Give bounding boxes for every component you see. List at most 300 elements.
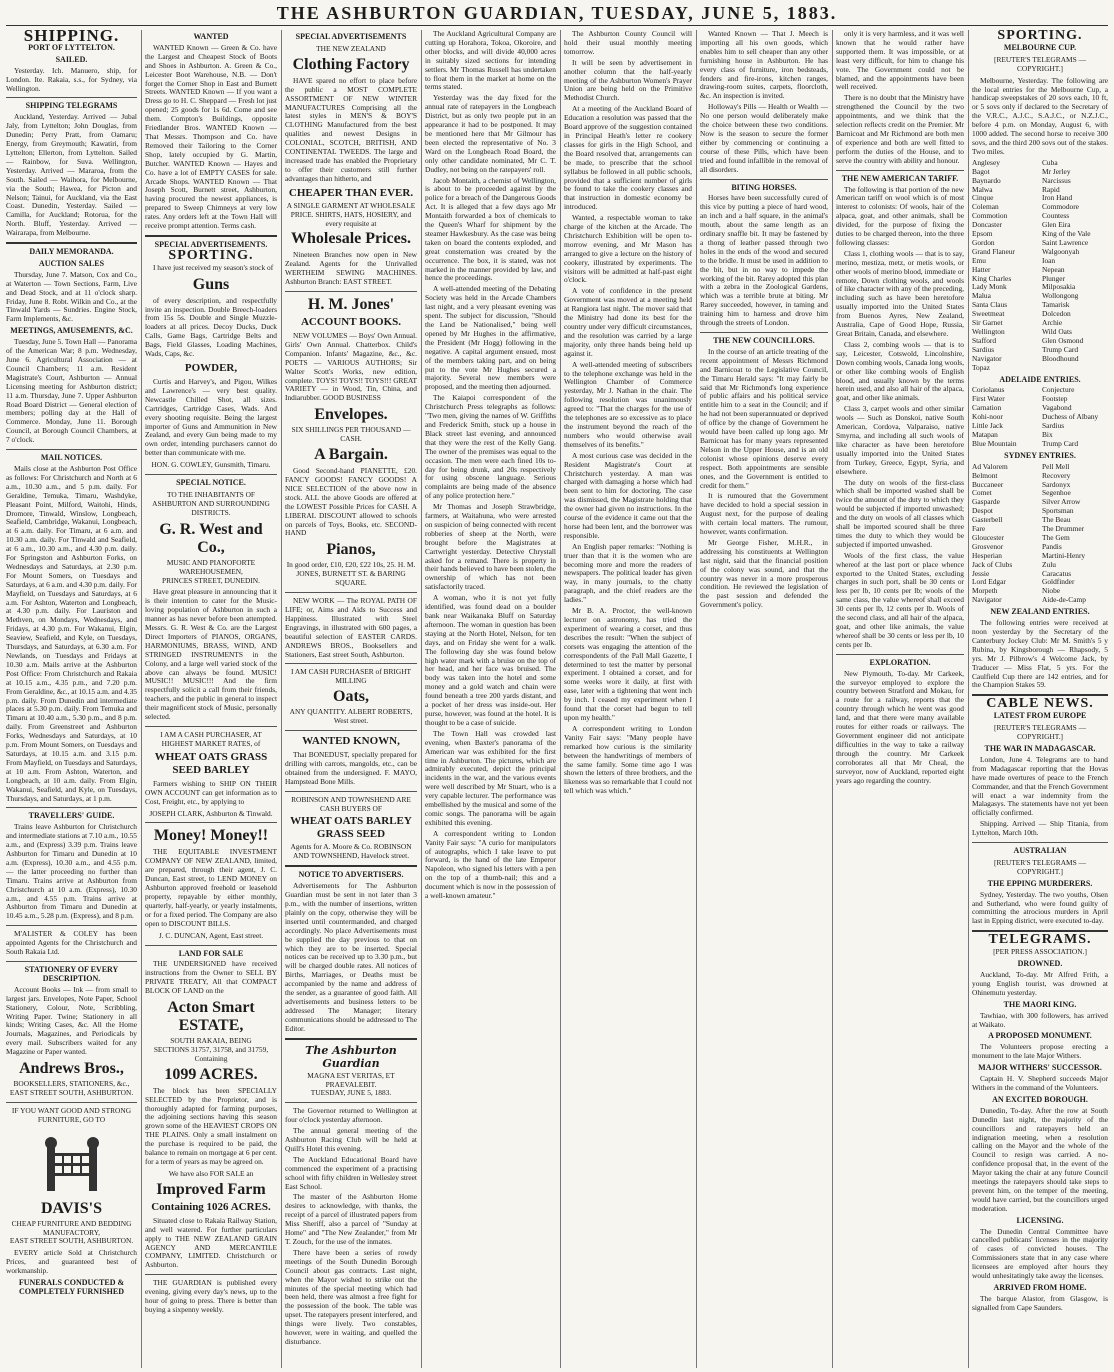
maori-king-text: Tawhiao, with 300 followers, has arrived at Waikato.: [972, 1010, 1108, 1029]
bargain-heading: A Bargain.: [314, 446, 388, 464]
news-paragraph: Holloway's Pills — Health or Wealth — No one person would deliberately make the choice between these two conditions. Now is the season to secure the former either by commencing or continuing a course of these Pills, which have been tried and found infallible in the removal of all disorders.: [700, 102, 828, 174]
newspaper-title: THE ASHBURTON GUARDIAN, TUESDAY, JUNE 5, 1883.: [276, 3, 838, 23]
new-councillors-text: In the course of an article treating of the recent appointment of Messrs Richmond and Barnicoat to the Legislative Council, the Timaru Herald says: "It may fairly be said that Mr Richmond's long experience of public affairs and his political service entitle him to a seat in the Council; and if he had not been superannuated or deprived of office by the change of Government he would have been called up long ago. Mr Barnicoat has for many years represented Nelson in the Upper House, and is an old colonist whose opinions deserve every respect. Both appointments are sensible ones, and the Government is entitled to credit for them.": [700, 346, 828, 490]
entry-name: Jessie: [972, 568, 990, 578]
sporting-heading: SPORTING.: [997, 30, 1083, 43]
advertisers-text: Advertisements for The Ashburton Guardian must be sent in not later than 3 p.m., with the number of insertions, written plainly on the copy, otherwise they will be inserted until countermanded, and charged accordingly. No place Advertisements must be supplied the day previous to that on which they are to be inserted. Special notices can be received up to 3.30 p.m., but will be charged double rates. All notices of Births, Marriages, or Deaths must be accompanied by the name and address of the sender, as a guarantee of good faith. All advertisements and business letters to be addressed The Manager; literary communications should be addressed to The Editor.: [285, 881, 417, 1033]
entry-name: Sportsman: [1042, 506, 1074, 516]
news-paragraph: The Town Hall was crowded last evening, when Baxter's panorama of the American war was exhibited for the first time in Ashburton. The pictures, which are admirably executed, depict the principal incidents in the war, and the various events were well described by Mr Stuart, who is a very capable lecturer. The performance was embellished by the musical and some of the comic songs. The panorama will be again exhibited this evening.: [425, 728, 556, 827]
divider: [6, 807, 137, 808]
auction-heading: AUCTION SALES: [38, 258, 105, 268]
column-5: [564, 30, 692, 1368]
divider: [285, 291, 417, 292]
tariff-class: Wools of the first class, the value whereof at the last port or place whence exported to the United States, excluding charges in such port, shall be 30 cents or less per lb, 10 cents per lb; wools of the same class, the value whereof shall exceed 30 cents per lb, 12 cents per lb. Wools of the second class, and all hair of the alpaca, goat, and other like animals, the value whereof shall be 30 cents or less per lb, 10 cents per lb.: [836, 550, 964, 649]
divider: [145, 726, 277, 727]
news-paragraph: only it is very harmless, and it was well known that he would rather have supported them. It was impossible, or at least very difficult, for him to change his vote. The Government could not be blamed, and the appointments have been well received.: [836, 30, 964, 92]
wholesale-intro: A SINGLE GARMENT AT WHOLESALE PRICE. SHIRTS, HATS, HOSIERY, and every requisite at: [286, 200, 416, 228]
news-paragraph: The Auckland Agricultural Company are cutting up Horahora, Tokoa, Okoroire, and other blocks, and will divide 40,000 acres in suitably sized sections for intending settlers. Mr Thomas Russell has undertaken to float them in the market at home on the terms stated.: [425, 30, 556, 92]
entry-name: Emu: [972, 255, 986, 265]
guns-heading: Guns: [192, 275, 230, 293]
column-rule: [141, 30, 142, 1368]
west-sub: MUSIC AND PIANOFORTE WAREHOUSEMEN,: [166, 557, 256, 576]
entry-name: Sardonyx: [1042, 479, 1071, 489]
telegrams-heading: TELEGRAMS.: [988, 932, 1092, 948]
licensing-text: The Dunedin Central Committee have cancelled publicans' licenses in the majority of cases of convicted houses. The Commissioners state that in any case where licensees are employed after hours they would unhesitatingly take away the licenses.: [972, 1226, 1108, 1281]
entry-name: Comet: [972, 488, 992, 498]
divider: [6, 242, 137, 244]
entry-name: Glen Osmond: [1042, 335, 1084, 345]
adelaide-entries: [972, 386, 1108, 448]
column-4: [425, 30, 556, 1368]
improved-farm-acres: Containing 1026 ACRES.: [151, 1200, 271, 1213]
oats-signature: ANY QUANTITY. ALBERT ROBERTS, West street.: [289, 707, 413, 726]
sporting-ad-text-2: of every description, and respectfully invite an inspection. Double Breech-loaders from 15s 5s. Double and Single Muzzle-loaders at all prices. Decoy Ducks, Duck Calls, Game Bags, Cartridge Belts and Bags, Field Glasses, Loading Machines, Wads, Caps, &c.: [145, 295, 277, 359]
pianos-heading: Pianos,: [326, 541, 376, 559]
entry-name: Caracatus: [1042, 568, 1072, 578]
jones-sub: ACCOUNT BOOKS.: [300, 316, 402, 329]
sydney-entries: [972, 463, 1108, 606]
news-paragraph: A correspondent writing to London Vanity Fair says: "Many people have remarked how curious is the similarity between the handwritings of members of the same family. Some time ago I was shown the letters of three brothers, and the likeness was so remarkable that I could not tell which was which.": [564, 723, 692, 796]
entry-name: Archie: [1042, 318, 1063, 328]
bed-illustration: [37, 1125, 107, 1195]
borough-text: Dunedin, To-day. After the row at South Dunedin last night, the majority of the councillors and ratepayers held an indignation meeting, when a resolution calling on the Mayor and the whole of the Council to resign was carried. A no-confidence proposal that, in the event of the Mayor taking the chair at any future Council meetings the ratepayers should take steps to prevent him, on the temper of the meeting, would have carried, but the councillors urged moderation.: [972, 1105, 1108, 1213]
special-ads-heading: SPECIAL ADVERTISEMENTS.: [154, 239, 268, 249]
cash-purchaser-items: WHEAT OATS GRASS SEED BARLEY: [154, 750, 268, 776]
news-paragraph: Wanted, a respectable woman to take charge of the kitchen at the Arcade. The Christchurch Exhibition will be open to-morrow evening, and Mr Mason has arranged to give a lecture on the history of cookery, illustrated by experiments. The visitors will be admitted at half-past eight o'clock.: [564, 213, 692, 285]
entry-name: Trump Card: [1042, 438, 1079, 448]
entry-name: Grosvenor: [972, 541, 1004, 551]
land-sale-text: THE UNDERSIGNED have received instructions from the Owner to SELL BY PRIVATE TREATY, All that COMPACT BLOCK OF LAND on the: [145, 959, 277, 996]
wholesale-heading: Wholesale Prices.: [291, 230, 411, 248]
news-paragraph: At a meeting of the Auckland Board of Education a resolution was passed that the Board approve of the suggestion contained in Principal Heath's letter re cookery classes for girls in the High School, and the Board resolved that, arrangements can be made, to prescribe that the school syllabus be followed in all public schools, provided that a sufficient number of girls be found to take the cookery classes and that instruction in domestic economy be introduced.: [564, 104, 692, 212]
entry-name: Sardius: [1042, 421, 1065, 431]
news-paragraph: An English paper remarks: "Nothing is truer than that it is the women who are becoming more and more the readers of newspapers. The political leader has given way, in many journals, to the chatty paragraph, and the chief readers are the ladies.": [564, 541, 692, 605]
entry-name: Dolcedon: [1042, 309, 1071, 319]
envelopes-heading: Envelopes.: [314, 406, 388, 424]
divider: [285, 592, 417, 593]
entry-name: Gordon: [972, 237, 995, 247]
leader-paragraph: The Governor returned to Wellington at four o'clock yesterday afternoon.: [285, 1106, 417, 1125]
news-paragraph: A most curious case was decided in the Resident Magistrate's Court at Christchurch yesterday. A man was charged with damaging a horse which had been sent to him for doctoring. The case was dismissed, the Magistrate holding that the owner had given no instructions. In the course of the evidence it came out that the horse had been lent, and the borrower was responsible.: [564, 450, 692, 540]
entry-name: Wollongong: [1042, 291, 1079, 301]
entry-name: Lady Monk: [972, 282, 1007, 292]
sporting-ad-heading: SPORTING.: [168, 247, 254, 263]
entry-name: Doncaster: [972, 220, 1002, 230]
nz-heading: THE NEW ZEALAND: [316, 43, 386, 53]
press-credit: [PER PRESS ASSOCIATION.]: [993, 947, 1087, 957]
jones-text: NEW VOLUMES — Boys' Own Annual. Girls' Own Annual. Chatterbox. Child's Companion. Infants' Magazine, &c., &c. POETS — VARIOUS AUTHORS; Sir Walter Scott's Works, new edition, complete. TOYS! TOYS!! TOYS!!! GREAT VARIETY — in Wood, Tin, China, and Indiarubber. GOOD BUSINESS: [285, 331, 417, 403]
news-paragraph: Mr Thomas and Joseph Strawbridge, farmers, at Waitahuna, who were arrested on suspicion of being connected with recent robberies of sheep at the North, were brought before the Magistrates at Cartwright yesterday. Detective Chrystall asked for a remand. There is property in their hands believed to have been stolen, the ownership of which has not been satisfactorily traced.: [425, 502, 556, 592]
entry-name: Iron Hand: [1042, 193, 1073, 203]
column-7: [836, 30, 964, 1368]
special-notice-heading: SPECIAL NOTICE.: [176, 478, 246, 488]
withers-heading: MAJOR WITHERS' SUCCESSOR.: [978, 1063, 1102, 1073]
entry-name: Pandis: [1042, 541, 1062, 551]
wanted-text: WANTED Known — Green & Co. have the Largest and Cheapest Stock of Boots and Shoes in Ashburton. A. Green & Co., Leicester Boot Warehouse, N.B. — Don't forget the Corner Shop in East and Burnett Streets. WANTED Known — If you want a Dress go to H. C. Sheppard — Fresh lot just opened; 25 goods for 1s 6d. Come and see them. Compton's Buildings, opposite Friedlander Bros. WANTED Known — That Messrs. Thompson and Co. have Removed their Tailoring to the Corner Shop, lately occupied by G. Martin, Butcher. WANTED Known — Hayes and Co. have a lot of EMPTY CASES for sale. Arcade Shops. WANTED Known — That Joseph Scott, Burnett street, Ashburton, having procured the newest appliances, is prepared to Sweep Chimneys at very low rates. Any orders left at the Town Hall will receive prompt attention. Terms cash.: [145, 42, 277, 231]
farm-text: Situated close to Rakaia Railway Station, and well watered. For further particulars apply to THE NEW ZEALAND GRAIN AGENCY AND MERCANTILE COMPANY, LIMITED. Christchurch or Ashburton.: [145, 1215, 277, 1270]
entry-name: Despot: [972, 506, 993, 516]
column-1: [6, 30, 137, 1368]
entry-name: Coleman: [972, 202, 999, 212]
entry-name: Bagot: [972, 166, 990, 176]
cash-purchaser-signature: JOSEPH CLARK, Ashburton & Tinwald.: [149, 808, 273, 818]
shipping-text: Shipping. Arrived — Ship Titania, from Lyttelton, March 10th.: [972, 819, 1108, 838]
robinson-items: WHEAT OATS BARLEY GRASS SEED: [290, 815, 412, 841]
entry-name: Segenhoe: [1042, 488, 1071, 498]
leader-paragraph: The annual general meeting of the Ashburton Racing Club will be held at Quill's Hotel this evening.: [285, 1126, 417, 1153]
entry-name: Niobe: [1042, 586, 1061, 596]
entry-name: Aide-de-Camp: [1042, 595, 1086, 605]
entry-name: Navigator: [972, 353, 1002, 363]
entry-name: Belmont: [972, 470, 998, 480]
entry-name: Topaz: [972, 362, 990, 372]
column-rule: [560, 30, 561, 1368]
drowned-text: Auckland, To-day. Mr Alfred Frith, a young English tourist, was drowned at Ohinemutu yesterday.: [972, 970, 1108, 997]
column-rule: [696, 30, 697, 1368]
borough-heading: AN EXCITED BOROUGH.: [992, 1094, 1088, 1104]
biting-horses-heading: BITING HORSES.: [731, 182, 797, 192]
column-rule: [832, 30, 833, 1368]
sailed-heading: SAILED.: [55, 54, 88, 64]
column-2: [145, 30, 277, 1368]
news-paragraph: A well-attended meeting of the Debating Society was held in the Arcade Chambers last night, and a very pleasant evening was spent. The subject for discussion, "Should the Land be Nationalised," being well opened by Mr Hughes in the affirmative, the President (Mr Hogg) following in the negative. A capital argument ensued, most of the members taking part, and on being put to the vote Mr Hughes secured a majority. Several new members were proposed, and the meeting then adjourned.: [425, 284, 556, 392]
news-paragraph: Mr George Fisher, M.H.R., in addressing his constituents at Wellington last night, said that the financial position of the colony was sound, and that the country was never in a more prosperous condition. He reviewed the legislation of the past session and defended the Government's policy.: [700, 537, 828, 610]
divider: [145, 235, 277, 237]
entry-name: Anglesey: [972, 157, 1000, 167]
column-3: [285, 30, 417, 1368]
entry-name: Matapan: [972, 429, 998, 439]
money-text: THE EQUITABLE INVESTMENT COMPANY OF NEW ZEALAND, limited, are prepared, through their agent, J. C. Duncan, East street, to LEND MONEY on Ashburton approved freehold or leasehold property, repayable by either monthly, quarterly, half-yearly, or yearly instalments, or for a fixed period. The Company are also open to DISCOUNT BILLS.: [145, 847, 277, 928]
entry-name: The Beau: [1042, 515, 1071, 525]
madagascar-heading: THE WAR IN MADAGASCAR.: [984, 743, 1096, 753]
entry-name: Narcissus: [1042, 175, 1071, 185]
divider: [836, 170, 964, 171]
leader-paragraph: There have been a series of rowdy meetings of the South Dunedin Borough Council about gas contracts. Last night, when the Mayor wished to strike out the minutes of the special meeting which had been held, there was almost a free fight for the possession of the book. The table was upset. The ratepayers present interfered, and things were lively. Two constables, however, were in waiting, and quelled the disturbance.: [285, 1247, 417, 1346]
news-paragraph: There is no doubt that the Ministry have strengthened the Council by the two appointments, and we think that the selection reflects credit on the Premier. Mr Barnicoat and Mr Richmond are both men of experience and both are well fitted to perform the duties of the House, and to serve the country with ability and honour.: [836, 93, 964, 165]
meetings-text: Tuesday, June 5. Town Hall — Panorama of the American War; 8 p.m. Wednesday, June 6. Agricultural Association — at Council Chambers; 11 a.m. Resident Magistrate's Court, Ashburton — Annual Licensing meeting for Ashburton district; 11 a.m. Thursday, June 7. Upper Ashburton Road Board District — General election of members; polling day at the Hall of Commerce. Monday, June 11. Borough Council, at Borough Council Chambers, at 7 o'clock.: [6, 337, 137, 445]
envelopes-text: SIX SHILLINGS PER THOUSAND — CASH.: [291, 425, 411, 444]
advertisers-heading: NOTICE TO ADVERTISERS.: [298, 870, 404, 880]
entry-name: Goldfinder: [1042, 577, 1075, 587]
entry-name: Recovery: [1042, 470, 1071, 480]
mail-text: Mails close at the Ashburton Post Office as follows: For Christchurch and North at 6 a.m., 10.30 a.m., and 5 p.m. daily. For Geraldine, Temuka, Timaru, Washdyke, Pleasant Point, Milford, Waitohi, Hinds, Dromore, Tinwald, Winslow, Longbeach, Seafield, Cambridge, Wakanui, Longbeach, at 6 a.m. daily. For Timaru, at 6 a.m. and 10.30 a.m. daily. For Tinwald and Seafield, at 6 a.m., 10.30 a.m., and 4.30 p.m. daily. For Springston and Ashburton Forks, on Wednesdays and Saturdays, at 2.30 p.m. For Mount Somers, on Tuesdays and Saturdays, at 6 a.m. and 4.30 p.m. daily. For Mayfield, on Tuesdays and Saturdays, at 6 a.m. For Ashton, Waterton and Longbeach, at 4.30 p.m. daily. For Lauriston and Methven, on Mondays, Wednesdays, and Fridays, at 4.30 p.m. For Wakanui, Elgin, Seaview, Seafield, and Kyle, on Tuesdays, Thursdays, and Saturdays, at 6.30 a.m. For Newlands, on Tuesdays and Fridays at 10.30 a.m. Mails arrive at the Ashburton Post Office: From Christchurch and Rakaia at 10.15 a.m., 4.35 p.m., and 7.20 p.m. From Geraldine, &c., at 10.15 a.m. and 4.35 p.m. daily. From Dunedin and intermediate places at 5.30 p.m. daily. From Temuka and Timaru at 10.40 a.m., 5.30 p.m., and 8 p.m. daily. From Greenstreet and Ashburton Forks, Wednesdays and Saturdays, at 10 p.m. From Mount Somers, on Tuesdays and Saturdays, at 10.15 a.m. and 3.15 p.m. From Mayfield, on Tuesdays and Saturdays, at 10 a.m. From Ashton, Waterton, and Longbeach, at 10 a.m. daily. From Elgin, Wakanui, Seafield, and Kyle, on Tuesdays, Thursdays, and Saturdays, at 1 p.m.: [6, 463, 137, 803]
entry-name: Stafford: [972, 335, 997, 345]
andrews-name: Andrews Bros.,: [19, 1060, 124, 1078]
shipping-heading: SHIPPING.: [23, 30, 120, 45]
news-paragraph: Jacob Montaith, a chemist of Wellington, is about to be proceeded against by the police for a breach of the Dangerous Goods Act. It is alleged that a few days ago Mr Montaith forwarded a box of chemicals to the Queen's Wharf for shipment by the steamer Hawkesbury. As the case was being taken on board the contents exploded, and great consternation was created by the occurrence. The box, it is stated, was not marked in the manner provided by law, and hence the proceedings.: [425, 175, 556, 283]
davis-text: EVERY article Sold at Christchurch Prices, and guaranteed best of workmanship.: [6, 1248, 137, 1276]
entry-name: Wellington: [972, 327, 1005, 336]
entries-list: [972, 159, 1038, 373]
exploration-heading: EXPLORATION.: [869, 657, 931, 667]
australian-heading: AUSTRALIAN: [1013, 846, 1067, 856]
acton-sub: SOUTH RAKAIA, BEING: [170, 1036, 252, 1046]
entry-name: Gasterbell: [972, 515, 1003, 525]
divider: [145, 822, 277, 823]
entry-name: Grand Flaneur: [972, 246, 1015, 256]
entry-name: Sweetmeat: [972, 309, 1005, 319]
divider: [6, 1102, 137, 1103]
entry-name: Navigator: [972, 595, 1002, 605]
entry-name: Pell Mell: [1042, 461, 1070, 471]
jones-heading: H. M. Jones': [307, 296, 395, 314]
entry-name: Malua: [972, 291, 991, 301]
travellers-text: Trains leave Ashburton for Christchurch and intermediate stations at 7.10 a.m., 10.55 a.m., and (Express) 3.39 p.m. Trains leave Ashburton for Timaru and Dunedin at 10 a.m. (Express), 10.30 a.m., and 4.55 p.m. — the latter proceeding no further than Timaru. Trains arrive at Ashburton from Christchurch at 10 a.m. (Express), 10.30 a.m., and 4.55 p.m. Trains arrive at Ashburton from Timaru and Dunedin at 10.45 a.m., 5.28 p.m. (Express), and 8 p.m.: [6, 822, 137, 921]
davis-sub: CHEAP FURNITURE AND BEDDING MANUFACTORY,: [11, 1218, 132, 1237]
divider: [6, 97, 137, 98]
entry-name: Baynardo: [972, 175, 1001, 185]
improved-farm-heading: Improved Farm: [156, 1180, 266, 1198]
wertheim-text: Nineteen Branches now open in New Zealand. Agents for the Unrivalled WERTHEIM SEWING MACHINES. Ashburton Branch: EAST STREET.: [285, 250, 417, 287]
divider: [6, 961, 137, 962]
entry-name: Epsom: [972, 229, 993, 239]
new-work-notice: NEW WORK — The ROYAL PATH OF LIFE; or, Aims and Aids to Success and Happiness. Illustrated with Steel Engravings, in illustrated with 600 pages, a beautiful selection of EASTER CARDS. ANDREWS BROS., Booksellers and Stationers, East street South, Ashburton.: [285, 596, 417, 659]
madagascar-text: London, June 4. Telegrams are to hand from Madagascar reporting that the Hovas have made overtures of peace to the French Commander, and that the French Government will enact a war indemnity from the Malagasys. The statements have not yet been officially confirmed.: [972, 754, 1108, 818]
news-paragraph: A vote of confidence in the present Government was moved at a meeting held at Rangiora last night. The mover said that the Ministry had done its best for the country under very difficult circumstances, and the resolution was carried by a large majority, only three hands being held up against it.: [564, 286, 692, 358]
news-paragraph: Wanted Known — That J. Meech is importing all his own goods, which enables him to sell cheaper than any other furnishing house in Ashburton. He has every class of furniture, iron bedsteads, fenders and fire-irons, kitchen ranges, drawing-room suites, carpets, floorcloth, &c. An inspection is invited.: [700, 30, 828, 101]
stationery-text: Account Books — Ink — from small to largest jars. Envelopes, Note Paper, School Stationery, Colour, Note, Scribbling, Writing Paper. Twine; Stationery in all kinds; Writing Cases, &c. All the Home Journals, Magazines, and Periodicals by every mail. Subscribers waited for any Magazine or Paper wanted.: [6, 984, 137, 1057]
sydney-heading: SYDNEY ENTRIES.: [1004, 450, 1076, 460]
entries-table: [972, 159, 1108, 373]
divider: [145, 1274, 277, 1275]
entry-name: Milposakia: [1042, 282, 1076, 292]
paper-motto: MAGNA EST VERITAS, ET PRAEVALEBIT.: [307, 1070, 395, 1089]
entry-name: Commotion: [972, 211, 1008, 221]
cheaper-heading: CHEAPER THAN EVER.: [288, 186, 414, 199]
column-rule: [968, 30, 969, 1368]
special-ads-heading-2: SPECIAL ADVERTISEMENTS: [295, 32, 407, 41]
entry-name: Silver Arrow: [1042, 497, 1081, 507]
news-paragraph: A well-attended meeting of subscribers to the telephone exchange was held in the Wellington Chamber of Commerce yesterday, Mr J. Nathan in the chair. The following resolution was unanimously agreed to: "That the charges for the use of the telephones are so excessive as to place the instrument beyond the reach of the numbers who would otherwise avail themselves of its benefits.": [564, 359, 692, 449]
port-heading: PORT OF LYTTELTON.: [28, 42, 115, 52]
divider: [285, 1102, 417, 1103]
bargain-text: Good Second-hand PIANETTE, £20. FANCY GOODS! FANCY GOODS! A NICE SELECTION of the above now in stock. ALL the above Goods are offered at the LOWEST Possible Prices for CASH. A LIBERAL DISCOUNT allowed to schools on parcels of Toys, Books, etc. SECOND-HAND: [285, 466, 417, 538]
stationery-heading: STATIONERY OF EVERY DESCRIPTION.: [24, 965, 119, 983]
press-credit: [REUTER'S TELEGRAMS — COPYRIGHT.]: [994, 54, 1086, 73]
entry-name: Tamarisk: [1042, 300, 1070, 310]
divider: [285, 730, 417, 731]
divider: [6, 449, 137, 450]
entry-name: Sardius: [972, 344, 995, 354]
sailed-text: Yesterday. Ich. Manuero, ship, for London. Ite. Rakaia, s.s., for Sydney, via Wellington.: [6, 65, 137, 93]
divider: [285, 791, 417, 792]
memoranda-text: Thursday, June 7. Matson, Cox and Co., at Waterton — Town Sections, Farm, Live and Dead Stock, and at 11 o'clock sharp. Friday, June 8. Robt. Wilkin and Co., at the Tinwald Yards — Sundries. Engine Stock, Farm Implements, &c.: [6, 269, 137, 324]
melbourne-cup-text: Melbourne, Yesterday. The following are the local entries for the Melbourne Cup, a handicap sweepstakes of 20 sovs each, 10 ft, or 5 sovs only if declared to the Secretary of the V.R.C., A.J.C., S.A.J.C., or N.Z.J.C., before 4 p.m. on Monday, August 6, with 1000 added. The second horse to receive 300 sovs, and the third 200 sovs out of the stakes. Two miles.: [972, 75, 1108, 156]
entry-name: Ioan: [1042, 255, 1056, 265]
entry-name: The Gem: [1042, 532, 1070, 542]
leader-paragraph: The Auckland Educational Board have commenced the experiment of a practising school with fifty children in Wellesley street East School.: [285, 1154, 417, 1191]
nz-entries-heading: NEW ZEALAND ENTRIES.: [990, 607, 1090, 617]
masthead: [0, 0, 1114, 26]
oats-heading: Oats,: [333, 688, 369, 706]
entry-name: Blue Mountain: [972, 438, 1017, 448]
travellers-heading: TRAVELLERS' GUIDE.: [28, 811, 115, 821]
news-paragraph: Mr B. A. Proctor, the well-known lecturer on astronomy, has tried the experiment of wearing a corset, and thus describes the result: "When the subject of corsets was engaging the attention of the correspondents of the Pall Mall Gazette, I determined to test the matter by personal experiment. I obtained a corset, and for some weeks wore it daily, at first with ease, later with a tightening that went inch by inch. I ceased my experiment when I found that the corset had begun to tell upon my health.": [564, 606, 692, 722]
pianos-text: In good order, £10, £20, £22 10s, 25. H. M. JONES, BURNETT ST. & BARING SQUARE.: [286, 560, 416, 588]
nz-entries-text: The following entries were received at noon yesterday by the Secretary of the Canterbury Jockey Club: Mr M. Smith's 5 y Rubina, by Kingsborough — Rhapsody, 5 yrs. Mr J. Pilbrow's 4 Welcome Jack, by Traducer — Miss Flat, 5 yrs. For the Caulfield Cup there are 142 entries, and for the Champion Stakes 59.: [972, 618, 1108, 690]
tariff-class: The duty on wools of the first-class which shall be imported washed shall be twice the amount of the duty to which they would be subjected if imported unwashed; and the duty on wools of all classes which shall be imported scoured shall be three times the duty to which they would be subjected if imported unwashed.: [836, 477, 964, 549]
sporting-ad-text: I have just received my season's stock of: [153, 262, 274, 272]
news-paragraph: A woman, who it is not yet fully identified, was found dead on a boulder bank near Waikanaka Bluff on Saturday afternoon. The woman in question has been staying at the North Hotel, Nelson, for ten days, and on Friday she went for a walk. The following day she was found below high water mark with a bruise on the top of her head, and her face was bruised. The body was taken into the hotel and some money and a gold watch and chain were found beneath a tree 200 yards distant, and a pocket of her dress was inside-out. Her purse, however, was found at the hotel. It is thought to be a case of suicide.: [425, 593, 556, 727]
entry-name: Martini-Henry: [1042, 550, 1086, 560]
entry-name: Gasparde: [972, 497, 1000, 507]
leader-paragraph: The master of the Ashburton Home desires to acknowledge, with thanks, the receipt of a parcel of illustrated papers from Miss Sheriff, also a parcel of "Sunday at Home" and "The New Zealander," from Mr T. Zouch, for the use of the inmates.: [285, 1192, 417, 1246]
tariff-class: Class 3, carpet wools and other similar wools — Such as Donskoi, native South American, Cordova, Valparaiso, native Smyrna, and including all such wools of like character as have been heretofore usually imported into the United States from Turkey, Greece, Egypt, Syria, and elsewhere.: [836, 404, 964, 476]
entry-name: Buccaneer: [972, 479, 1004, 489]
entry-name: Mr Jerley: [1042, 166, 1071, 176]
entry-name: Ad Valorem: [972, 461, 1008, 471]
clothing-factory-heading: Clothing Factory: [292, 55, 410, 73]
entry-name: Fare: [972, 524, 986, 534]
europe-heading: LATEST FROM EUROPE: [993, 711, 1087, 721]
mail-heading: MAIL NOTICES.: [40, 453, 103, 463]
powder-text: Curtis and Harvey's, and Pigou, Wilkes and Lawrence's — very best quality. Newcastle Chilled Shot, all sizes. Cartridges, Cartridge Cases, Wads. And every shooting requisite. Being the largest importer of Guns and Ammunition in New Zealand, and every Gun being made to my own order, intending purchasers cannot do better than communicate with me.: [145, 377, 277, 458]
tariff-class: Class 2, combing wools — that is to say, Leicester, Cotswold, Lincolnshire, Down combing wools, Canada long wools, or other like combing wools of English blood, and usually known by the terms herein used, and also all hair of the alpaca, goat, and other like animals.: [836, 339, 964, 403]
entry-name: Gloucester: [972, 532, 1005, 542]
biting-horses-text: Horses have been successfully cured of this vice by putting a piece of hard wood, an inch and a half square, in the animal's mouth, about the same length as an ordinary snaffle bit. It may be fastened by a thong of leather passed through two holes in the ends of the wood and secured to the bridle. It must be used in addition to the bit, but in no way to impede the working of the bit. Rarey adopted this plan with a zebra in the Zoological Gardens, which was a terrible brute at biting. Mr Rarey succeeded, however, in taming and training him to harness and drove him through the streets of London.: [700, 193, 828, 328]
entry-name: Nepean: [1042, 264, 1065, 274]
exploration-text: New Plymouth, To-day. Mr Carkeek, the surveyor employed to explore the country between Stratford and Mokau, for a route for a railway, reports that the country through which he went was good land, and that there were many available routes for either roads or railways. The Government engineer did not anticipate difficulties in the way to take a railway through the country. Mr Carkeek corroborates all that Mr Cheal, the surveyor, now of Auckland, reported eight years ago regarding the country.: [836, 668, 964, 785]
entry-name: Hesperian: [972, 550, 1002, 560]
drowned-heading: DROWNED.: [1017, 959, 1063, 969]
column-6: [700, 30, 828, 1368]
clothing-text: HAVE spared no effort to place before the public a MOST COMPLETE ASSORTMENT OF NEW WINTER MANUFACTURES Comprising all the latest styles in MEN'S & BOY'S CLOTHING Manufactured from the best qualities and newest Designs in COLONIAL, SCOTCH, BRITISH, AND CONTINENTAL TWEEDS. The large and increased trade has enabled the Proprietary to offer their customers still further advantages than hitherto, and: [285, 75, 417, 183]
entry-name: Jack of Clubs: [972, 559, 1013, 569]
entry-name: Vagabond: [1042, 403, 1072, 413]
entry-name: Cuba: [1042, 157, 1058, 167]
bonedust-heading: WANTED KNOWN,: [302, 735, 400, 748]
news-paragraph: A correspondent writing to London Vanity Fair says: "A curio for manipulators of autographs, which I take leave to put forward, is the hand of the late Emperor Napoleon, who signed his letters with a pen on the top of a thumb-nail; this and a document which is now in the possession of a well-known amateur.": [425, 828, 556, 901]
entry-name: Sir Garnet: [972, 318, 1003, 328]
entry-name: Bloodhound: [1042, 353, 1079, 363]
press-credit: [REUTER'S TELEGRAMS — COPYRIGHT.]: [994, 857, 1086, 876]
west-name: G. R. West and Co.,: [159, 520, 263, 556]
robinson-heading: ROBINSON AND TOWNSHEND ARE CASH BUYERS OF: [291, 794, 411, 813]
memoranda-heading: DAILY MEMORANDA.: [29, 247, 114, 257]
powder-heading: POWDER,: [184, 362, 238, 374]
funerals-notice: FUNERALS CONDUCTED & COMPLETELY FURNISHED: [18, 1278, 125, 1296]
meetings-heading: MEETINGS, AMUSEMENTS, &C.: [10, 326, 133, 336]
entry-name: Wild Oats: [1042, 327, 1072, 336]
entry-name: Kohi-noor: [972, 412, 1003, 422]
oats-intro: I AM CASH PURCHASER of BRIGHT MILLING: [290, 667, 412, 686]
news-paragraph: Yesterday was the day fixed for the annual rate of ratepayers in the Longbeach District, but as only two people put in an appearance it had to be postponed. It may be mentioned here that Mr Gilmour has been elected the representative of No. 3 Ward on the Longbeach Road Board, the only other candidate nominated, Mr C. T. Dudley, not being on the ratepayers' roll.: [425, 93, 556, 174]
special-notice-text: TO THE INHABITANTS OF ASHBURTON AND SURROUNDING DISTRICTS.: [152, 489, 270, 517]
epping-heading: THE EPPING MURDERERS.: [987, 878, 1093, 888]
farm-intro: We have also FOR SALE an: [168, 1168, 254, 1178]
divider: [6, 925, 137, 926]
news-paragraph: It is rumoured that the Government have decided to hold a special session in August next, for the purpose of dealing with certain local matters. The rumour, however, wants confirmation.: [700, 491, 828, 537]
divider: [285, 663, 417, 664]
entry-name: Hatter: [972, 264, 991, 274]
west-address: PRINCES STREET, DUNEDIN.: [162, 575, 260, 585]
divider: [285, 865, 417, 867]
monument-text: The Volunteers propose erecting a monument to the late Major Withers.: [972, 1042, 1108, 1061]
news-paragraph: The Kaiapoi correspondent of the Christchurch Press telegraphs as follows: "Two men, giving the names of W. Griffiths and Frederick Smith, stuck up a house in Black street last evening, and announced that they were the rest of the Kelly Gang. The owner of the premises was equal to the occasion. The men were each fined 10s to-day for being drunk, and 20s respectively for using obscene language. Serious complaints are being made of the absence of any police protection here.": [425, 393, 556, 501]
west-text: Have great pleasure in announcing that it is their intention to cater for the Music-loving population of Ashburton in such a manner as has never before been attempted. Messrs. G. R. West & Co. are the Largest Direct Importers of PIANOS, ORGANS, HARMONIUMS, BRASS, WIND, AND STRINGED INSTRUMENTS in the Colony, and a large well varied stock of the above can always be found. MUSIC! MUSIC!! MUSIC!!! And the firm respectfully solicit a call from their friends, teachers, and the public in general to inspect their magnificent stock of Music, personally selected.: [145, 587, 277, 722]
news-paragraph: The Ashburton County Council will hold their usual monthly meeting tomorrow.: [564, 30, 692, 56]
entry-name: Plunger: [1042, 273, 1065, 283]
column-rule: [421, 30, 422, 1368]
entries-list: [1042, 159, 1108, 373]
entry-name: Lord Edgar: [972, 577, 1006, 587]
adelaide-heading: ADELAIDE ENTRIES.: [999, 374, 1081, 384]
guardian-notice: THE GUARDIAN is published every evening, giving every day's news, up to the hour of going to press. There is better than buying a sixpenny weekly.: [145, 1278, 277, 1314]
entry-name: Morpeth: [972, 586, 998, 596]
maori-king-heading: THE MAORI KING.: [1003, 999, 1077, 1009]
divider: [285, 1038, 417, 1040]
land-sale-text-2: The block has been SPECIALLY SELECTED by the Proprietor, and is thoroughly adapted for farming purposes, the adjoining sections having this season grown some of the HEAVIEST CROPS ON THE PLAINS. Only a small instalment on the purchase is required to be paid, the balance to remain on mortgage at 6 per cent. for a term of years as may be agreed on.: [145, 1085, 277, 1166]
land-sale-heading: LAND FOR SALE: [178, 948, 244, 958]
entry-name: Saint Lawrence: [1042, 237, 1089, 247]
entry-name: Commodore: [1042, 202, 1079, 212]
entry-name: Coriolanus: [972, 385, 1005, 395]
arrived-heading: ARRIVED FROM HOME.: [993, 1283, 1087, 1292]
entry-name: King Charles: [972, 273, 1012, 283]
entry-name: Bix: [1042, 429, 1053, 439]
epping-text: Sydney, Yesterday. The two youths, Olsen and Sutherland, who were found guilty of committing the atrocious murders in April last in Epping district, were executed to-day.: [972, 889, 1108, 926]
column-8: [972, 30, 1108, 1368]
money-signature: J. C. DUNCAN, Agent, East street.: [158, 930, 264, 940]
news-paragraph: It will be seen by advertisement in another column that the half-yearly meeting of the Ashburton Women's Prayer Union are being held on the Primitive Methodist Church.: [564, 57, 692, 103]
tariff-intro: The following is that portion of the new American tariff on wool which is of most interest to colonists: Of wools, hair of the alpaca, goat, and other animals, shall be divided, for the purpose of fixing the duties to be charged thereon, into the three following classes:: [836, 184, 964, 247]
mcalister-notice: M'ALISTER & COLEY has been appointed Agents for the Christchurch and South Rakaia Ltd.: [6, 929, 137, 957]
cash-purchaser-heading: I AM A CASH PURCHASER, AT HIGHEST MARKET RATES, of: [160, 730, 262, 748]
entry-name: First Water: [972, 394, 1005, 404]
entry-name: Malwa: [972, 184, 993, 194]
licensing-heading: LICENSING.: [1016, 1215, 1064, 1225]
sporting-signature: HON. G. COWLEY, Gunsmith, Timaru.: [151, 460, 271, 470]
andrews-sub: BOOKSELLERS, STATIONERS, &c., EAST STREET SOUTH, ASHBURTON.: [9, 1079, 134, 1097]
money-heading: Money! Money!!: [153, 827, 269, 845]
entry-name: Santa Claus: [972, 300, 1008, 310]
melbourne-cup-heading: MELBOURNE CUP.: [1003, 42, 1077, 52]
divider: [972, 842, 1108, 843]
divider: [836, 654, 964, 655]
withers-text: Captain H. V. Shepherd succeeds Major Withers in the command of the Volunteers.: [972, 1074, 1108, 1092]
cash-purchaser-text: Farmers wishing to SHIP ON THEIR OWN ACCOUNT can get information as to Cost, Freight, etc., by applying to: [145, 778, 277, 806]
davis-name: DAVIS'S: [40, 1199, 103, 1217]
divider: [145, 945, 277, 946]
press-credit: [REUTER'S TELEGRAMS — COPYRIGHT.]: [994, 723, 1086, 742]
entry-name: Conjecture: [1042, 385, 1075, 395]
entry-name: The Drummer: [1042, 524, 1085, 534]
divider: [700, 332, 828, 333]
arrived-text: The barque Alastor, from Glasgow, is signalled from Cape Saunders.: [972, 1293, 1108, 1312]
cable-news-heading: CABLE NEWS.: [986, 696, 1094, 712]
masthead-rule: [6, 25, 1108, 26]
wanted-heading: WANTED: [193, 32, 229, 41]
entry-name: Trump Card: [1042, 344, 1079, 354]
robinson-signature: Agents for A. Moore & Co. ROBINSON AND TOWNSHEND, Havelock street.: [290, 842, 412, 861]
divider: [145, 474, 277, 475]
entry-name: Little Jack: [972, 421, 1003, 431]
entry-name: Zulu: [1042, 559, 1056, 569]
shipping-telegrams-text: Auckland, Yesterday. Arrived — Jubal Jaly, from Lyttelton; John Douglas, from Dunedin; Perry Pratt, from Oamaru; Energy, from Greymouth; Kawatiri, from Lyttelton; Ellerton, from Lyttelton. Sailed — Rainbow, for Suva. Wellington, Yesterday. Arrived — Mararoa, from the South. Sailed — Waihora, for Melbourne, via the South; Hawea, for Picton and Nelson; Tainui, for Auckland, via the East Coast. Dunedin, Yesterday. Sailed — Camilla, for Auckland; Rotorua, for the North. Bluff, Yesterday. Arrived — Wairarapa, from Melbourne.: [6, 112, 137, 238]
entry-name: Countess: [1042, 211, 1070, 221]
entry-name: Cinque: [972, 193, 994, 203]
davis-intro: IF YOU WANT GOOD AND STRONG FURNITURE, GO TO: [11, 1105, 132, 1124]
entry-name: Footstep: [1042, 394, 1068, 404]
monument-heading: A PROPOSED MONUMENT.: [988, 1031, 1092, 1041]
entry-name: Duchess of Albany: [1042, 412, 1099, 422]
entry-name: Walgoonyah: [1042, 246, 1080, 256]
acton-acres: 1099 ACRES.: [164, 1065, 258, 1083]
tariff-class: Class 1, clothing wools — that is to say, merino, mestiza, metz, or metis wools, or other wools of merino blood, immediate or remote, Down clothing wools, and wools of like character with any of the preceding, including such as have been heretofore usually imported into the United States from Buenos Ayres, New Zealand, Australia, Cape of Good Hope, Russia, Great Britain, Canada, and elsewhere.: [836, 248, 964, 338]
davis-address: EAST STREET SOUTH, ASHBURTON.: [9, 1236, 134, 1246]
entry-name: Carnation: [972, 403, 1002, 413]
bonedust-text: That BONEDUST, specially prepared for drilling with carrots, mangolds, etc., can be obtained from the undersigned. F. MAYO, Hampstead Bone Mills.: [285, 750, 417, 786]
